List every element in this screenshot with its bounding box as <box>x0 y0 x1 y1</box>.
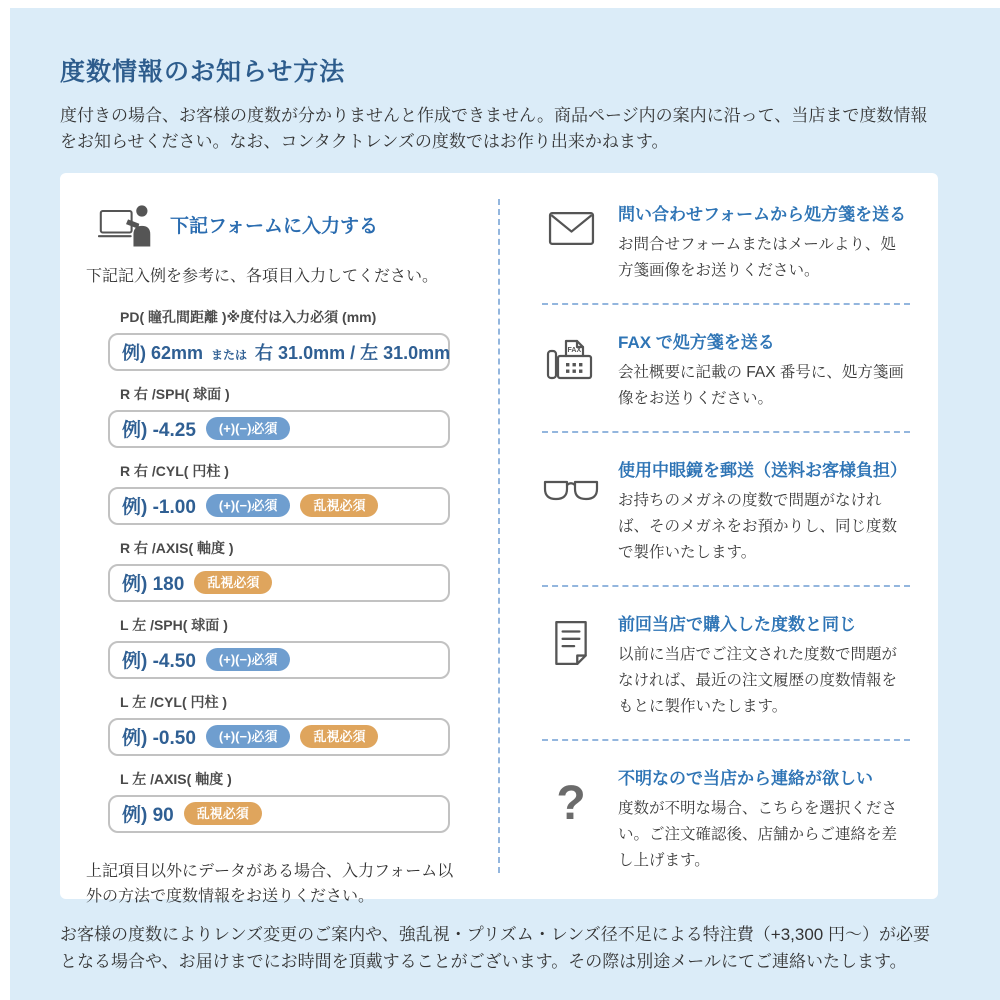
field-example-l-cyl[interactable]: 例) -0.50 (+)(−)必須 乱視必須 <box>108 718 450 756</box>
horizontal-divider <box>542 303 910 305</box>
plus-minus-required-badge: (+)(−)必須 <box>206 494 291 517</box>
plus-minus-required-badge: (+)(−)必須 <box>206 725 291 748</box>
field-label-l-cyl: L 左 /CYL( 円柱 ) <box>120 693 228 710</box>
form-entry-icon <box>98 203 154 247</box>
method-text <box>618 195 910 284</box>
method-title: 問い合わせフォームから処方箋を送る <box>618 204 907 224</box>
method-contact-form <box>542 195 910 284</box>
form-note: 上記項目以外にデータがある場合、入力フォーム以外の方法で度数情報をお送りください。 <box>86 862 454 906</box>
astigmatism-required-badge: 乱視必須 <box>300 494 378 517</box>
form-instruction: 下記記入例を参考に、各項目入力してください。 <box>86 267 439 285</box>
method-unknown-contact <box>542 759 910 874</box>
method-body: 会社概要に記載の FAX 番号に、処方箋画像をお送りください。 <box>618 363 904 407</box>
method-previous-order <box>542 605 910 720</box>
form-heading: 下記フォームに入力する <box>170 216 379 238</box>
field-label-r-axis: R 右 /AXIS( 軸度 ) <box>120 539 234 556</box>
method-text <box>618 605 910 720</box>
field-example-r-axis[interactable]: 例) 180 乱視必須 <box>108 564 450 602</box>
info-panel <box>10 8 1000 1000</box>
method-mail-glasses <box>542 451 910 566</box>
method-title: 使用中眼鏡を郵送（送料お客様負担） <box>618 460 907 480</box>
pd-example-text: 例) 62mm または 右 31.0mm / 左 31.0mm <box>122 342 451 363</box>
field-example-r-cyl[interactable]: 例) -1.00 (+)(−)必須 乱視必須 <box>108 487 450 525</box>
method-fax <box>542 323 910 412</box>
horizontal-divider <box>542 431 910 433</box>
fax-icon <box>542 323 600 412</box>
field-label-l-axis: L 左 /AXIS( 軸度 ) <box>120 770 232 787</box>
field-example-pd[interactable] <box>108 333 450 371</box>
field-label-l-sph: L 左 /SPH( 球面 ) <box>120 616 228 633</box>
plus-minus-required-badge: (+)(−)必須 <box>206 648 291 671</box>
method-body: 以前に当店でご注文された度数で問題がなければ、最近の注文履歴の度数情報をもとに製作いたします。 <box>618 645 898 715</box>
field-label-pd: PD( 瞳孔間距離 )※度付は入力必須 (mm) <box>120 308 377 325</box>
horizontal-divider <box>542 585 910 587</box>
astigmatism-required-badge: 乱視必須 <box>184 802 262 825</box>
svg-text:FAX: FAX <box>567 346 582 354</box>
method-body: 度数が不明な場合、こちらを選択ください。ご注文確認後、店舗からご連絡を差し上げます。 <box>618 800 898 870</box>
plus-minus-required-badge: (+)(−)必須 <box>206 417 291 440</box>
method-title: 前回当店で購入した度数と同じ <box>618 614 856 634</box>
form-header <box>98 203 498 247</box>
method-body: お問合せフォームまたはメールより、処方箋画像をお送りください。 <box>618 235 896 279</box>
form-fields <box>108 307 450 833</box>
field-example-r-sph[interactable]: 例) -4.25 (+)(−)必須 <box>108 410 450 448</box>
page-title: 度数情報のお知らせ方法 <box>60 58 346 86</box>
method-text <box>618 323 910 412</box>
question-icon: ? <box>556 777 586 830</box>
glasses-icon <box>542 451 600 566</box>
method-title: 不明なので当店から連絡が欲しい <box>618 769 873 788</box>
document-icon <box>542 605 600 720</box>
intro-text: 度付きの場合、お客様の度数が分かりませんと作成できません。商品ページ内の案内に沿って、当店まで度数情報をお知らせください。なお、コンタクトレンズの度数ではお作り出来かねます。 <box>60 106 928 152</box>
mail-icon <box>542 195 600 284</box>
field-label-r-cyl: R 右 /CYL( 円柱 ) <box>120 462 229 479</box>
method-title: FAX で処方箋を送る <box>618 332 775 352</box>
field-example-l-sph[interactable]: 例) -4.50 (+)(−)必須 <box>108 641 450 679</box>
footer-note: お客様の度数によりレンズ変更のご案内や、強乱視・プリズム・レンズ径不足による特注費（+3,300 円～）が必要となる場合や、お届けまでにお時間を頂戴することがございます。その際は別途メールにてご連絡いたします。 <box>60 924 930 971</box>
horizontal-divider <box>542 739 910 741</box>
field-label-r-sph: R 右 /SPH( 球面 ) <box>120 385 230 402</box>
method-text <box>618 759 910 874</box>
form-section <box>60 173 498 906</box>
astigmatism-required-badge: 乱視必須 <box>194 571 272 594</box>
method-body: お持ちのメガネの度数で問題がなければ、そのメガネをお預かりし、同じ度数で製作いたします。 <box>618 491 898 561</box>
method-text <box>618 451 910 566</box>
field-example-l-axis[interactable]: 例) 90 乱視必須 <box>108 795 450 833</box>
astigmatism-required-badge: 乱視必須 <box>300 725 378 748</box>
alt-methods-section <box>500 173 938 899</box>
methods-card <box>60 173 938 906</box>
